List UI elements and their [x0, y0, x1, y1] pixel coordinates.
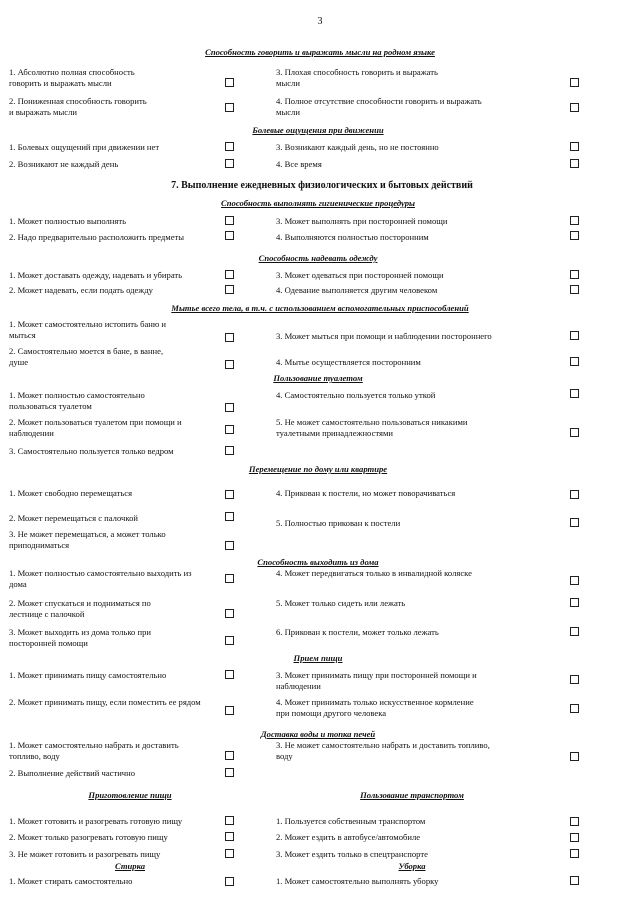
water-checkbox-1[interactable]: [225, 751, 234, 760]
eating-checkbox-1[interactable]: [225, 670, 234, 679]
going-out-option-2: 2. Может спускаться и подниматься по лестнице с палочкой: [9, 598, 151, 619]
toilet-checkbox-5[interactable]: [570, 428, 579, 437]
water-option-2: 2. Выполнение действий частично: [9, 768, 136, 778]
moving-option-4: 4. Прикован к постели, но может поворачиваться: [276, 488, 456, 498]
water-option-3: 3. Не может самостоятельно набрать и доставить топливо, воду: [276, 740, 490, 761]
cooking-checkbox-2[interactable]: [225, 832, 234, 841]
hygiene-checkbox-2[interactable]: [225, 231, 234, 240]
cooking-option-1: 1. Может готовить и разогревать готовую пищу: [9, 816, 183, 826]
dressing-option-4: 4. Одевание выполняется другим человеком: [276, 285, 438, 295]
cooking-option-3: 3. Не может готовить и разогревать пищу: [9, 849, 161, 859]
cooking-checkbox-1[interactable]: [225, 816, 234, 825]
transport-option-3: 3. Может ездить только в спецтранспорте: [276, 849, 428, 859]
transport-checkbox-1[interactable]: [570, 817, 579, 826]
section-header-speech: Способность говорить и выражать мысли на родном языке: [205, 47, 435, 57]
going-out-option-1: 1. Может полностью самостоятельно выходить из дома: [9, 568, 192, 589]
section-header-water: Доставка воды и топка печей: [260, 729, 376, 739]
section-header-hygiene: Способность выполнять гигиенические процедуры: [221, 198, 415, 208]
transport-checkbox-2[interactable]: [570, 833, 579, 842]
going-out-checkbox-5[interactable]: [570, 598, 579, 607]
moving-checkbox-4[interactable]: [570, 490, 579, 499]
pain-checkbox-2[interactable]: [225, 159, 234, 168]
washing-option-1: 1. Может самостоятельно истопить баню и мыться: [9, 319, 167, 340]
speech-option-2: 2. Пониженная способность говорить и выражать мысли: [9, 96, 147, 117]
toilet-option-5: 5. Не может самостоятельно пользоваться никакими туалетными принадлежностями: [276, 417, 468, 438]
dressing-checkbox-1[interactable]: [225, 270, 234, 279]
section-header-cooking: Приготовление пищи: [88, 790, 172, 800]
pain-option-4: 4. Все время: [276, 159, 322, 169]
speech-checkbox-3[interactable]: [570, 78, 579, 87]
moving-checkbox-5[interactable]: [570, 518, 579, 527]
washing-option-2: 2. Самостоятельно моется в бане, в ванне, душе: [9, 346, 164, 367]
moving-checkbox-2[interactable]: [225, 512, 234, 521]
going-out-checkbox-2[interactable]: [225, 609, 234, 618]
washing-option-3: 3. Может мыться при помощи и наблюдении постороннего: [276, 331, 492, 341]
toilet-checkbox-4[interactable]: [570, 389, 579, 398]
laundry-option-1: 1. Может стирать самостоятельно: [9, 876, 133, 886]
moving-option-3: 3. Не может перемещаться, а может только приподниматься: [9, 529, 166, 550]
speech-checkbox-2[interactable]: [225, 103, 234, 112]
dressing-option-1: 1. Может доставать одежду, надевать и убирать: [9, 270, 183, 280]
speech-option-3: 3. Плохая способность говорить и выражать мысли: [276, 67, 438, 88]
going-out-option-3: 3. Может выходить из дома только при посторонней помощи: [9, 627, 151, 648]
water-checkbox-3[interactable]: [570, 752, 579, 761]
toilet-checkbox-1[interactable]: [225, 403, 234, 412]
hygiene-option-1: 1. Может полностью выполнять: [9, 216, 127, 226]
cleaning-option-1: 1. Может самостоятельно выполнять уборку: [276, 876, 439, 886]
water-checkbox-2[interactable]: [225, 768, 234, 777]
going-out-checkbox-3[interactable]: [225, 636, 234, 645]
washing-option-4: 4. Мытье осуществляется посторонним: [276, 357, 421, 367]
speech-option-4: 4. Полное отсутствие способности говорить и выражать мысли: [276, 96, 482, 117]
moving-checkbox-1[interactable]: [225, 490, 234, 499]
section-header-pain: Болевые ощущения при движении: [252, 125, 384, 135]
cooking-checkbox-3[interactable]: [225, 849, 234, 858]
washing-checkbox-1[interactable]: [225, 333, 234, 342]
toilet-option-4: 4. Самостоятельно пользуется только уткой: [276, 390, 436, 400]
section-header-dressing: Способность надевать одежду: [258, 253, 378, 263]
eating-option-1: 1. Может принимать пищу самостоятельно: [9, 670, 167, 680]
going-out-checkbox-6[interactable]: [570, 627, 579, 636]
dressing-checkbox-4[interactable]: [570, 285, 579, 294]
pain-option-2: 2. Возникают не каждый день: [9, 159, 119, 169]
eating-option-4: 4. Может принимать только искусственное кормление при помощи другого человека: [276, 697, 474, 718]
section-header-toilet: Пользование туалетом: [273, 373, 363, 383]
hygiene-option-2: 2. Надо предварительно расположить предметы: [9, 232, 185, 242]
transport-option-2: 2. Может ездить в автобусе/автомобиле: [276, 832, 421, 842]
dressing-checkbox-3[interactable]: [570, 270, 579, 279]
speech-checkbox-4[interactable]: [570, 103, 579, 112]
speech-checkbox-1[interactable]: [225, 78, 234, 87]
dressing-option-2: 2. Может надевать, если подать одежду: [9, 285, 153, 295]
cleaning-checkbox-1[interactable]: [570, 876, 579, 885]
toilet-checkbox-2[interactable]: [225, 425, 234, 434]
cooking-option-2: 2. Может только разогревать готовую пищу: [9, 832, 168, 842]
section-header-transport: Пользование транспортом: [360, 790, 464, 800]
pain-option-1: 1. Болевых ощущений при движении нет: [9, 142, 160, 152]
toilet-checkbox-3[interactable]: [225, 446, 234, 455]
washing-checkbox-3[interactable]: [570, 331, 579, 340]
section-header-going-out: Способность выходить из дома: [257, 557, 379, 567]
going-out-checkbox-4[interactable]: [570, 576, 579, 585]
hygiene-checkbox-1[interactable]: [225, 216, 234, 225]
toilet-option-3: 3. Самостоятельно пользуется только ведром: [9, 446, 174, 456]
pain-checkbox-1[interactable]: [225, 142, 234, 151]
going-out-option-5: 5. Может только сидеть или лежать: [276, 598, 406, 608]
section-header-laundry: Стирка: [114, 861, 146, 871]
moving-option-1: 1. Может свободно перемещаться: [9, 488, 133, 498]
eating-checkbox-4[interactable]: [570, 704, 579, 713]
moving-checkbox-3[interactable]: [225, 541, 234, 550]
section-header-moving: Перемещение по дому или квартире: [248, 464, 388, 474]
transport-option-1: 1. Пользуется собственным транспортом: [276, 816, 426, 826]
speech-option-1: 1. Абсолютно полная способность говорить и выражать мысли: [9, 67, 135, 88]
eating-option-3: 3. Может принимать пищу при посторонней помощи и наблюдении: [276, 670, 477, 691]
washing-checkbox-4[interactable]: [570, 357, 579, 366]
toilet-option-1: 1. Может полностью самостоятельно пользоваться туалетом: [9, 390, 145, 411]
going-out-option-6: 6. Прикован к постели, может только лежать: [276, 627, 439, 637]
section-header-eating: Прием пищи: [293, 653, 343, 663]
pain-checkbox-3[interactable]: [570, 142, 579, 151]
section-7-title: 7. Выполнение ежедневных физиологических и бытовых действий: [171, 180, 473, 191]
toilet-option-2: 2. Может пользоваться туалетом при помощи и наблюдении: [9, 417, 182, 438]
hygiene-option-3: 3. Может выполнять при посторонней помощи: [276, 216, 448, 226]
page-number: 3: [317, 16, 323, 27]
eating-checkbox-3[interactable]: [570, 675, 579, 684]
pain-option-3: 3. Возникают каждый день, но не постоянно: [276, 142, 439, 152]
laundry-checkbox-1[interactable]: [225, 877, 234, 886]
moving-option-5: 5. Полностью прикован к постели: [276, 518, 401, 528]
moving-option-2: 2. Может перемещаться с палочкой: [9, 513, 138, 523]
going-out-option-4: 4. Может передвигаться только в инвалидной коляске: [276, 568, 472, 578]
hygiene-checkbox-4[interactable]: [570, 231, 579, 240]
eating-option-2: 2. Может принимать пищу, если поместить ее рядом: [9, 697, 201, 707]
section-header-washing: Мытье всего тела, в т.ч. с использованием вспомогательных приспособлений: [171, 303, 469, 313]
pain-checkbox-4[interactable]: [570, 159, 579, 168]
hygiene-checkbox-3[interactable]: [570, 216, 579, 225]
hygiene-option-4: 4. Выполняются полностью посторонним: [276, 232, 429, 242]
dressing-checkbox-2[interactable]: [225, 285, 234, 294]
washing-checkbox-2[interactable]: [225, 360, 234, 369]
section-header-cleaning: Уборка: [398, 861, 426, 871]
dressing-option-3: 3. Может одеваться при посторонней помощи: [276, 270, 444, 280]
going-out-checkbox-1[interactable]: [225, 574, 234, 583]
transport-checkbox-3[interactable]: [570, 849, 579, 858]
water-option-1: 1. Может самостоятельно набрать и доставить топливо, воду: [9, 740, 179, 761]
eating-checkbox-2[interactable]: [225, 706, 234, 715]
